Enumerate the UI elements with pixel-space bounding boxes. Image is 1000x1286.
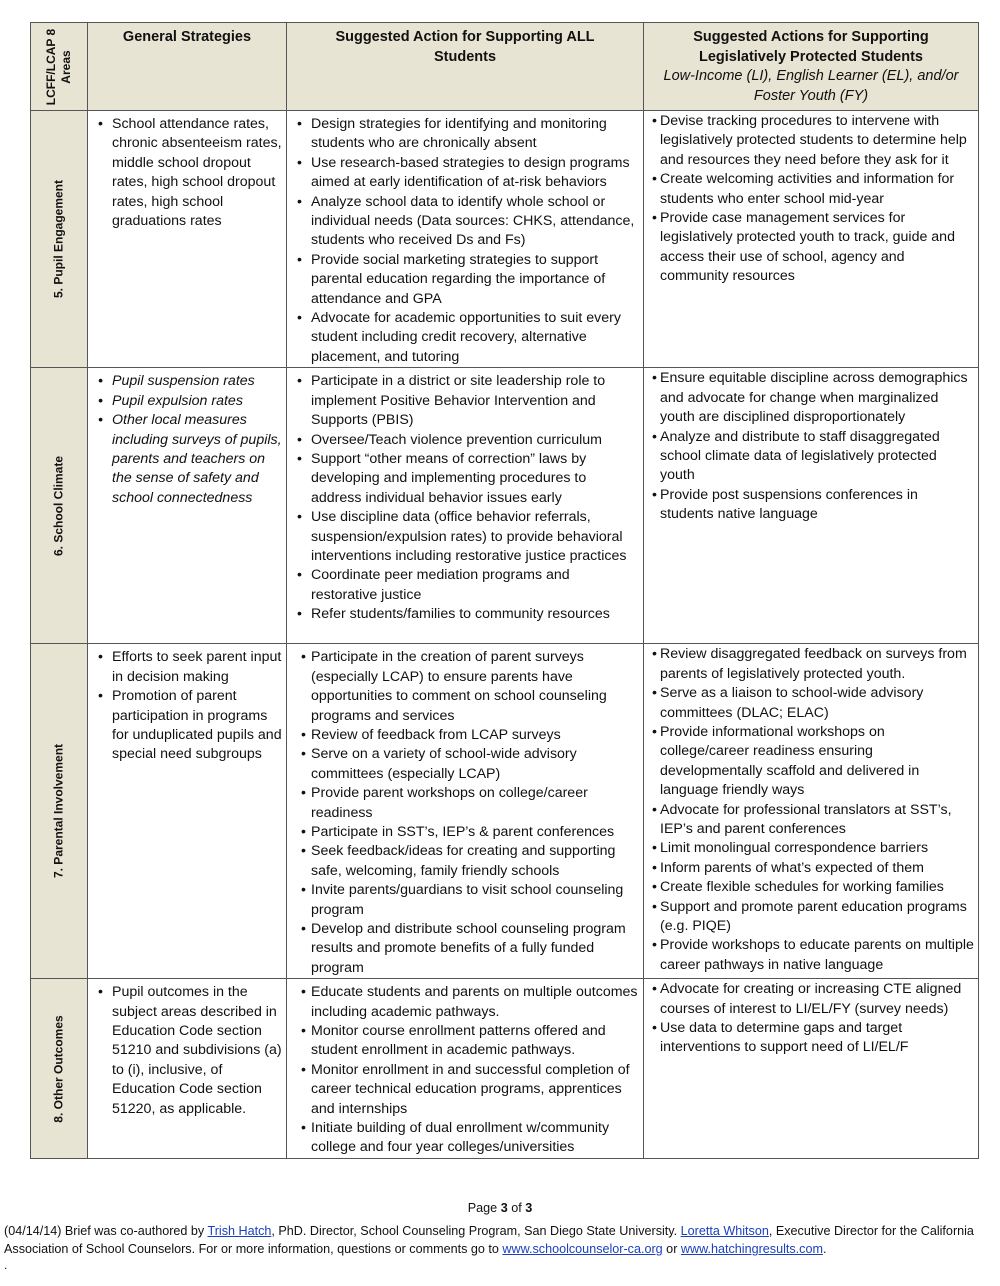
author-link-trish-hatch[interactable]: Trish Hatch — [207, 1224, 272, 1238]
list-item: • Promotion of parent participation in programs for unduplicated pupils and special need subgroups — [98, 687, 282, 765]
header-protected — [644, 23, 979, 111]
header-all-students: Suggested Action for Supporting ALL Students — [287, 23, 644, 111]
all-students-cell — [287, 979, 644, 1159]
link-hatchingresults[interactable]: www.hatchingresults.com — [680, 1242, 823, 1256]
list-item: • Use data to determine gaps and target interventions to support need of LI/EL/F — [652, 1019, 974, 1058]
list-item: • Review of feedback from LCAP surveys — [301, 726, 639, 745]
general-cell — [88, 111, 287, 368]
row-other-outcomes — [31, 979, 979, 1159]
list-item: • Create welcoming activities and information for students who enter school mid-year — [652, 170, 974, 209]
link-schoolcounselor-ca[interactable]: www.schoolcounselor-ca.org — [502, 1242, 663, 1256]
list-item: • Provide social marketing strategies to support parental education regarding the importance of attendance and GPA — [301, 251, 639, 309]
area-label: 5. Pupil Engagement — [51, 180, 66, 299]
protected-cell — [644, 368, 979, 644]
list-item: • Use research-based strategies to design programs aimed at early identification of at-risk behaviors — [301, 154, 639, 193]
list-item: • Analyze school data to identify whole school or individual needs (Data sources: CHKS, attendance, students who received Ds and Fs) — [301, 193, 639, 251]
area-cell — [31, 111, 88, 368]
list-item: • Advocate for creating or increasing CTE aligned courses of interest to LI/EL/FY (survey needs) — [652, 980, 974, 1019]
list-item: • Invite parents/guardians to visit school counseling program — [301, 881, 639, 920]
list-item: • Ensure equitable discipline across demographics and advocate for change when marginalized youth are disciplined disproportionately — [652, 369, 974, 427]
list-item: • Initiate building of dual enrollment w/community college and four year colleges/universities — [301, 1119, 639, 1158]
protected-cell — [644, 979, 979, 1159]
area-cell — [31, 368, 88, 644]
list-item: • Provide post suspensions conferences in students native language — [652, 486, 974, 525]
list-item: • Support “other means of correction” laws by developing and implementing procedures to address individual behavior issues early — [301, 450, 639, 508]
all-students-cell — [287, 111, 644, 368]
all-students-cell — [287, 368, 644, 644]
page-footer — [4, 1199, 996, 1258]
area-cell — [31, 979, 88, 1159]
area-label: 8. Other Outcomes — [51, 1014, 66, 1123]
protected-cell — [644, 644, 979, 979]
header-protected-subtitle: Low-Income (LI), English Learner (EL), and/or Foster Youth (FY) — [663, 68, 959, 104]
list-item: • Refer students/families to community resources — [301, 605, 639, 624]
list-item: • Educate students and parents on multiple outcomes including academic pathways. — [301, 983, 639, 1022]
page-number: Page 3 of 3 — [467, 1201, 533, 1215]
list-item: • Review disaggregated feedback on surveys from parents of legislatively protected youth. — [652, 645, 974, 684]
header-area-cell — [31, 23, 88, 111]
strategies-table — [30, 22, 979, 1159]
header-general: General Strategies — [88, 23, 287, 111]
list-item: • Develop and distribute school counseling program results and promote benefits of a fully funded program — [301, 920, 639, 978]
list-item: • Provide workshops to educate parents on multiple career pathways in native language — [652, 936, 974, 975]
general-cell — [88, 368, 287, 644]
list-item: • Seek feedback/ideas for creating and supporting safe, welcoming, family friendly schools — [301, 842, 639, 881]
list-item: • Efforts to seek parent input in decision making — [98, 648, 282, 687]
list-item: • Pupil expulsion rates — [98, 392, 282, 411]
header-protected-title: Suggested Actions for Supporting Legislatively Protected Students — [693, 29, 929, 65]
list-item: • Pupil suspension rates — [98, 372, 282, 391]
general-cell — [88, 644, 287, 979]
list-item: • Participate in a district or site leadership role to implement Positive Behavior Intervention and Supports (PBIS) — [301, 372, 639, 430]
header-row — [31, 23, 979, 111]
author-link-loretta-whitson[interactable]: Loretta Whitson — [680, 1224, 769, 1238]
area-label: 6. School Climate — [51, 455, 66, 556]
list-item: • Use discipline data (office behavior referrals, suspension/expulsion rates) to provide behavioral interventions including restorative justice practices — [301, 508, 639, 566]
list-item: • Devise tracking procedures to intervene with legislatively protected students to determine help and resources they need before they ask for it — [652, 112, 974, 170]
header-area-label: LCFF/LCAP 8 Areas — [44, 28, 73, 105]
authorship-note: (04/14/14) Brief was co-authored by Trish Hatch, PhD. Director, School Counseling Program, San Diego State University. Loretta Whitson, Executive Director for the California Association of School Counselors. For or more information, questions or comments go to www.schoolcounselor-ca.org or www.hatchingresults.com. — [4, 1224, 974, 1256]
area-label: 7. Parental Involvement — [51, 744, 66, 879]
list-item: • Serve on a variety of school-wide advisory committees (especially LCAP) — [301, 745, 639, 784]
list-item: • Monitor course enrollment patterns offered and student enrollment in academic pathways. — [301, 1022, 639, 1061]
row-pupil-engagement — [31, 111, 979, 368]
list-item: • Advocate for academic opportunities to suit every student including credit recovery, alternative placement, and tutoring — [301, 309, 639, 367]
list-item: • Inform parents of what’s expected of them — [652, 859, 974, 878]
row-parental-involvement — [31, 644, 979, 979]
list-item: • Monitor enrollment in and successful completion of career technical education programs, apprentices and internships — [301, 1061, 639, 1119]
list-item: • Limit monolingual correspondence barriers — [652, 839, 974, 858]
list-item: • Other local measures including surveys of pupils, parents and teachers on the sense of safety and school connectedness — [98, 411, 282, 508]
list-item: • Coordinate peer mediation programs and restorative justice — [301, 566, 639, 605]
list-item: • Serve as a liaison to school-wide advisory committees (DLAC; ELAC) — [652, 684, 974, 723]
list-item: • Design strategies for identifying and monitoring students who are chronically absent — [301, 115, 639, 154]
list-item: • Participate in SST’s, IEP’s & parent conferences — [301, 823, 639, 842]
list-item: • Analyze and distribute to staff disaggregated school climate data of legislatively protected youth — [652, 428, 974, 486]
protected-cell — [644, 111, 979, 368]
list-item: • Provide informational workshops on college/career readiness ensuring developmentally scaffold and delivered in language friendly ways — [652, 723, 974, 801]
row-school-climate — [31, 368, 979, 644]
list-item: • School attendance rates, chronic absenteeism rates, middle school dropout rates, high school dropout rates, high school graduations rates — [98, 115, 282, 231]
list-item: • Provide parent workshops on college/career readiness — [301, 784, 639, 823]
area-cell — [31, 644, 88, 979]
list-item: • Pupil outcomes in the subject areas described in Education Code section 51210 and subdivisions (a) to (i), inclusive, of Education Code section 51220, as applicable. — [98, 983, 282, 1119]
list-item: • Oversee/Teach violence prevention curriculum — [301, 431, 639, 450]
list-item: • Provide case management services for legislatively protected youth to track, guide and access their use of school, agency and community resources — [652, 209, 974, 287]
all-students-cell — [287, 644, 644, 979]
list-item: • Support and promote parent education programs (e.g. PIQE) — [652, 898, 974, 937]
general-cell — [88, 979, 287, 1159]
trailing-dot: . — [4, 1258, 8, 1272]
list-item: • Participate in the creation of parent surveys (especially LCAP) to ensure parents have opportunities to comment on school counseling programs and services — [301, 648, 639, 726]
list-item: • Create flexible schedules for working families — [652, 878, 974, 897]
list-item: • Advocate for professional translators at SST’s, IEP’s and parent conferences — [652, 801, 974, 840]
